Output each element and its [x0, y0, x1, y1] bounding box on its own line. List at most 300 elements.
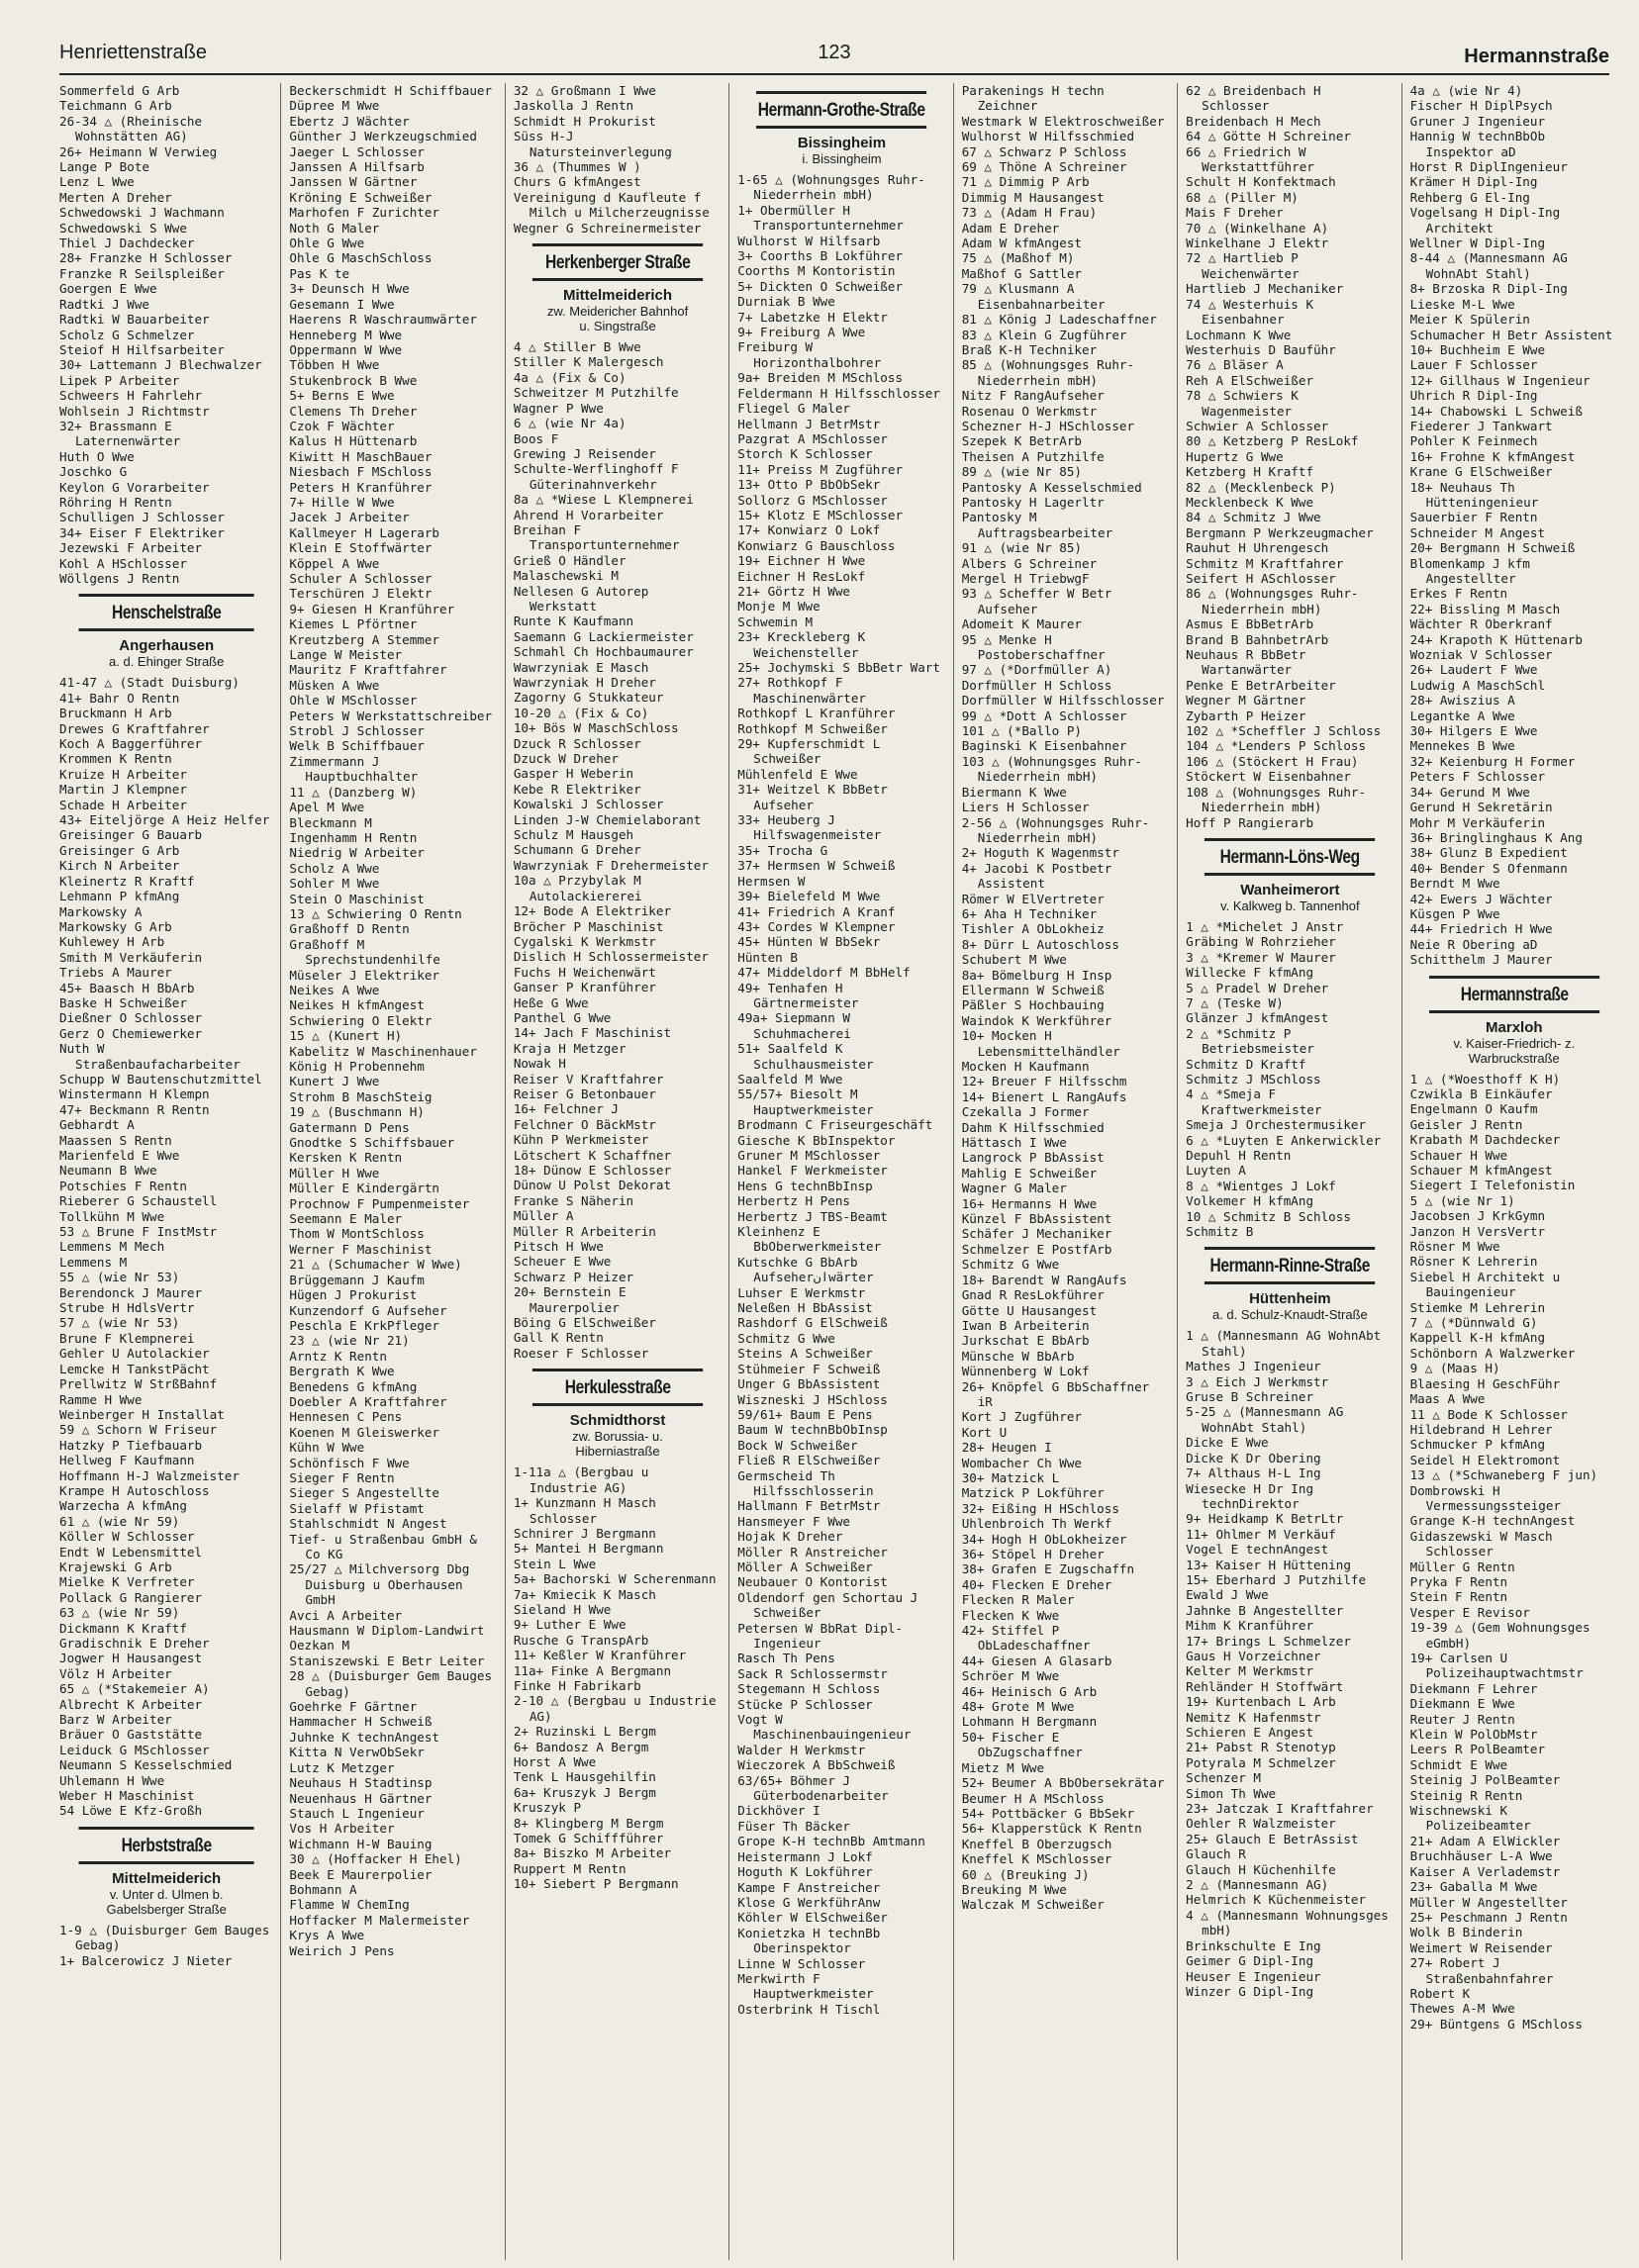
directory-entry: Mauritz F Kraftfahrer — [289, 662, 447, 678]
directory-entry: Jacobsen J KrkGymn — [1409, 1208, 1546, 1224]
directory-entry: Mietz M Wwe — [961, 1759, 1045, 1775]
directory-entry: Kühn W Wwe — [289, 1440, 365, 1456]
directory-entry: Dünow U Polst Dekorat — [513, 1178, 672, 1193]
directory-entry: Teichmann G Arb — [59, 98, 172, 114]
directory-entry: 8-44 △ (Mannesmann AG WohnAbt Stahl) — [1409, 250, 1568, 281]
directory-entry: 8a+ Biszko M Arbeiter — [513, 1845, 672, 1861]
directory-entry: Sack R Schlossermstr — [737, 1665, 888, 1681]
directory-entry: Niesbach F MSchloss — [289, 464, 433, 480]
directory-entry: 74 △ Westerhuis K Eisenbahner — [1186, 296, 1314, 328]
directory-entry: Ahrend H Vorarbeiter — [513, 507, 664, 522]
directory-entry: Peschla E KrkPfleger — [289, 1317, 440, 1333]
directory-entry: Schwier A Schlosser — [1186, 418, 1329, 433]
directory-entry: Avci A Arbeiter — [289, 1607, 403, 1623]
directory-entry: Röhring H Rentn — [59, 494, 172, 510]
directory-entry: Brand B BahnbetrArb — [1186, 631, 1329, 647]
directory-entry: Haerens R Waschraumwärter — [289, 312, 477, 328]
directory-entry: Schubert M Wwe — [961, 952, 1067, 968]
directory-entry: Meier K Spülerin — [1409, 312, 1530, 328]
directory-entry: 27+ Rothkopf F Maschinenwärter — [737, 675, 866, 706]
directory-entry: Willecke F kfmAng — [1186, 965, 1314, 981]
directory-entry: Tomek G Schiffführer — [513, 1831, 664, 1846]
directory-entry: Giesche K BbInspektor — [737, 1132, 896, 1148]
directory-entry: Reh A ElSchweißer — [1186, 372, 1314, 388]
directory-entry: Thom W MontSchloss — [289, 1226, 425, 1242]
directory-entry: Stauch L Ingenieur — [289, 1805, 425, 1821]
directory-entry: Sommerfeld G Arb — [59, 83, 180, 98]
directory-entry: Müller E Kindergärtn — [289, 1181, 440, 1196]
directory-entry: Baum W technBbObInsp — [737, 1422, 888, 1438]
directory-entry: 6+ Bandosz A Bergm — [513, 1739, 649, 1754]
directory-entry: Martin J Klempner — [59, 782, 187, 798]
directory-entry: Ramme H Wwe — [59, 1391, 143, 1407]
directory-entry: 1-65 △ (Wohnungsges Ruhr-Niederrhein mbH) — [737, 172, 925, 203]
directory-entry: 11 △ Bode K Schlosser — [1409, 1406, 1568, 1422]
directory-entry: Beckerschmidt H Schiffbauer — [289, 83, 493, 98]
directory-entry: Theisen A Putzhilfe — [961, 448, 1105, 464]
directory-entry: 14+ Chabowski L Schweiß — [1409, 403, 1583, 419]
directory-entry: Kirch N Arbeiter — [59, 858, 180, 874]
column-6 — [1177, 83, 1397, 2260]
directory-entry: Kröning E Schweißer — [289, 189, 433, 205]
directory-entry: Tollkühn M Wwe — [59, 1208, 165, 1224]
directory-entry: Wischnewski K Polizeibeamter — [1409, 1803, 1531, 1834]
directory-entry: Kort J Zugführer — [961, 1409, 1083, 1425]
directory-entry: Schönborn A Walzwerker — [1409, 1345, 1576, 1361]
directory-entry: Hellweg F Kaufmann — [59, 1453, 195, 1468]
directory-entry: 59 △ Schorn W Friseur — [59, 1422, 218, 1438]
directory-entry: 9 △ (Maas H) — [1409, 1361, 1500, 1376]
directory-entry: 7+ Labetzke H Elektr — [737, 309, 888, 325]
district-name: Mittelmeiderich — [563, 287, 673, 305]
directory-entry: 67 △ Schwarz P Schloss — [961, 143, 1127, 159]
directory-entry: Hellmann J BetrMstr — [737, 416, 881, 431]
directory-entry: Brüggemann J Kaufm — [289, 1272, 425, 1287]
directory-entry: Bock W Schweißer — [737, 1437, 858, 1453]
directory-entry: Grewing J Reisender — [513, 445, 656, 461]
directory-entry: 23 △ (wie Nr 21) — [289, 1333, 410, 1349]
directory-entry: Coorths M Kontoristin — [737, 263, 896, 279]
directory-entry: 86 △ (Wohnungsges Ruhr-Niederrhein mbH) — [1186, 586, 1359, 616]
directory-entry: 43+ Cordes W Klempner — [737, 918, 896, 934]
street-title: Herbststraße — [78, 1827, 253, 1864]
directory-entry: Nitz F RangAufseher — [961, 388, 1105, 404]
directory-entry: 49+ Tenhafen H Gärtnermeister — [737, 980, 859, 1010]
directory-entry: 28+ Awiszius A — [1409, 693, 1515, 709]
directory-entry: Schmidt H Prokurist — [513, 113, 656, 129]
directory-entry: Jogwer H Hausangest — [59, 1651, 203, 1666]
street-title: Herkulesstraße — [532, 1369, 704, 1406]
directory-entry: Krane G ElSchweißer — [1409, 464, 1553, 480]
directory-entry: Schupp W Bautenschutzmittel — [59, 1071, 262, 1087]
directory-entry: Gall K Rentn — [513, 1330, 604, 1346]
directory-entry: Matzick P Lokführer — [961, 1485, 1105, 1501]
directory-entry: 1 △ (Mannesmann AG WohnAbt Stahl) — [1186, 1328, 1382, 1359]
directory-entry: 9+ Giesen H Kranführer — [289, 601, 455, 616]
street-title: Henschelstraße — [78, 594, 253, 631]
directory-entry: Künzel F BbAssistent — [961, 1211, 1112, 1227]
directory-entry: 7 △ (Teske W) — [1186, 994, 1284, 1010]
directory-entry: Flamme W ChemIng — [289, 1897, 410, 1913]
directory-entry: Baginski K Eisenbahner — [961, 738, 1127, 754]
directory-entry: Rösner K Lehrerin — [1409, 1254, 1538, 1270]
directory-entry: 36 △ (Thummes W ) — [513, 159, 641, 175]
directory-entry: Möller R Anstreicher — [737, 1544, 888, 1559]
directory-entry: Drewes G Kraftfahrer — [59, 720, 210, 736]
directory-entry: Neie R Obering aD — [1409, 936, 1538, 952]
directory-entry: 9a+ Breiden M MSchloss — [737, 370, 904, 386]
directory-entry: 59/61+ Baum E Pens — [737, 1406, 873, 1422]
directory-entry: Ingenhamm H Rentn — [289, 829, 418, 845]
directory-entry: 4+ Jacobi K Postbetr Assistent — [961, 860, 1112, 892]
directory-entry: Oehler R Walzmeister — [1186, 1816, 1336, 1832]
directory-entry: Jurkschat E BbArb — [961, 1333, 1090, 1349]
directory-entry: 5+ Dickten O Schweißer — [737, 278, 904, 294]
directory-entry: Römer W ElVertreter — [961, 891, 1105, 906]
directory-entry: Finke H Fabrikarb — [513, 1677, 641, 1693]
column-1 — [57, 83, 276, 2260]
directory-entry: Süss H-J Natursteinverlegung — [513, 129, 672, 159]
directory-entry: 38+ Grafen E Zugschaffn — [961, 1561, 1135, 1577]
directory-entry: Neuenhaus H Gärtner — [289, 1790, 433, 1806]
directory-entry: Radtki W Bauarbeiter — [59, 312, 210, 328]
directory-entry: Mennekes B Wwe — [1409, 738, 1515, 754]
directory-entry: 41+ Friedrich A Kranf — [737, 903, 896, 919]
directory-entry: Siebel H Architekt u Bauingenieur — [1409, 1269, 1561, 1300]
directory-entry: 8+ Dürr L Autoschloss — [961, 936, 1119, 952]
district-name: Schmidthorst — [569, 1412, 666, 1430]
directory-entry: Konwiarz G Bauschloss — [737, 537, 896, 553]
directory-entry: Zimmermann J Hauptbuchhalter — [289, 753, 419, 785]
directory-entry: 9+ Heidkamp K BetrLtr — [1186, 1511, 1344, 1527]
directory-entry: Blaesing H GeschFühr — [1409, 1375, 1561, 1391]
directory-entry: Schäfer J Mechaniker — [961, 1226, 1112, 1242]
directory-entry: Mergel H TriebwgF — [961, 571, 1090, 586]
directory-entry: 23+ Gaballa M Wwe — [1409, 1879, 1538, 1895]
directory-entry: 64 △ Götte H Schreiner — [1186, 129, 1351, 144]
directory-entry: Brinkschulte E Ing — [1186, 1937, 1321, 1953]
directory-entry: 7+ Althaus H-L Ing — [1186, 1465, 1321, 1481]
directory-entry: 26+ Knöpfel G BbSchaffner iR — [961, 1378, 1150, 1409]
directory-entry: Maßhof G Sattler — [961, 265, 1083, 281]
directory-entry: 49a+ Siepmann W Schuhmacherei — [737, 1010, 851, 1041]
directory-entry: Czwikla B Einkäufer — [1409, 1086, 1553, 1101]
column-5 — [953, 83, 1173, 2260]
directory-entry: Krommen K Rentn — [59, 751, 172, 767]
directory-entry: 16+ Hermanns H Wwe — [961, 1195, 1098, 1211]
directory-entry: Steinig R Rentn — [1409, 1787, 1523, 1803]
directory-entry: Schmitz D Kraftf — [1186, 1056, 1306, 1072]
directory-entry: 1 △ (*Woesthoff K H) — [1409, 1071, 1561, 1087]
directory-entry: Köhler W ElSchweißer — [737, 1910, 888, 1926]
directory-entry: Gnad R ResLokführer — [961, 1287, 1105, 1303]
directory-entry: 97 △ (*Dorfmüller A) — [961, 662, 1112, 678]
directory-entry: Barz W Arbeiter — [59, 1712, 172, 1728]
directory-entry: 11 △ (Danzberg W) — [289, 784, 418, 800]
street-title: Hermann-Löns-Weg — [1205, 838, 1376, 876]
directory-entry: Vogt W Maschinenbauingenieur — [737, 1712, 912, 1743]
directory-entry: 1+ Balcerowicz J Nieter — [59, 1952, 233, 1968]
page-header — [59, 40, 1609, 75]
directory-entry: Ebertz J Wächter — [289, 113, 410, 129]
directory-entry: 38+ Glunz B Expedient — [1409, 845, 1568, 861]
directory-entry: Markowsky G Arb — [59, 918, 172, 934]
directory-entry: 21+ Görtz H Wwe — [737, 583, 850, 599]
directory-entry: Gebhardt A — [59, 1117, 135, 1133]
directory-entry: Stiller K Malergesch — [513, 354, 664, 370]
directory-entry: Gesemann I Wwe — [289, 296, 395, 312]
directory-entry: Wichmann H-W Bauing — [289, 1836, 433, 1851]
directory-entry: Clemens Th Dreher — [289, 403, 418, 419]
directory-entry: 89 △ (wie Nr 85) — [961, 464, 1083, 480]
directory-entry: Staniszewski E Betr Leiter — [289, 1653, 485, 1668]
directory-entry: Cygalski K Werkmstr — [513, 933, 656, 949]
directory-entry: Winzer G Dipl-Ing — [1186, 1983, 1314, 1999]
street-title: Hermannstraße — [1429, 976, 1600, 1013]
directory-entry: 104 △ *Lenders P Schloss — [1186, 738, 1367, 754]
directory-entry: 1-9 △ (Duisburger Gem Bauges Gebag) — [59, 1922, 270, 1953]
directory-entry: Winstermann H Klempn — [59, 1087, 210, 1102]
directory-entry: Mohr M Verkäuferin — [1409, 814, 1546, 830]
directory-entry: 18+ Dünow E Schlosser — [513, 1163, 672, 1178]
directory-entry: Dombrowski H Vermessungssteiger — [1409, 1482, 1562, 1513]
directory-entry: Kunzendorf G Aufseher — [289, 1302, 447, 1318]
directory-entry: Runte K Kaufmann — [513, 614, 634, 629]
directory-entry: 35+ Trocha G — [737, 842, 828, 858]
directory-entry: Köppel A Wwe — [289, 555, 380, 571]
directory-entry: 13 △ Schwiering O Rentn — [289, 905, 462, 921]
directory-entry: 25+ Glauch E BetrAssist — [1186, 1831, 1359, 1846]
directory-entry: 33+ Heuberg J Hilfswagenmeister — [737, 812, 882, 843]
directory-entry: Gnodtke S Schiffsbauer — [289, 1135, 455, 1151]
district-name: Wanheimerort — [1240, 881, 1340, 898]
directory-entry: Kraja H Metzger — [513, 1040, 627, 1056]
directory-entry: 6a+ Kruszyk J Bergm — [513, 1784, 656, 1800]
directory-entry: Wulhorst W Hilfsschmied — [961, 129, 1135, 144]
directory-entry: Kruize H Arbeiter — [59, 766, 187, 782]
directory-entry: Gidaszewski W Masch Schlosser — [1409, 1528, 1553, 1559]
directory-entry: Markowsky A — [59, 903, 143, 919]
directory-entry: 8+ Brzoska R Dipl-Ing — [1409, 281, 1568, 297]
directory-entry: Helmrich K Küchenmeister — [1186, 1892, 1367, 1908]
directory-entry: 47+ Middeldorf M BbHelf — [737, 965, 911, 981]
directory-entry: Huth O Wwe — [59, 448, 135, 464]
directory-entry: Roeser F Schlosser — [513, 1345, 649, 1361]
directory-entry: Krys A Wwe — [289, 1928, 365, 1943]
directory-entry: 30+ Matzick L — [961, 1469, 1060, 1485]
directory-entry: Doebler A Kraftfahrer — [289, 1393, 447, 1409]
street-extent: v. Kaiser-Friedrich- z. — [1453, 1035, 1576, 1051]
directory-entry: Vos H Arbeiter — [289, 1821, 395, 1837]
directory-columns — [57, 83, 1621, 2260]
directory-entry: Merkwirth F Hauptwerkmeister — [737, 1970, 874, 2002]
directory-entry: 4 △ *Smeja F Kraftwerkmeister — [1186, 1087, 1322, 1117]
directory-entry: Gehler U Autolackier — [59, 1346, 210, 1362]
directory-entry: Wawrzyniak F Drehermeister — [513, 857, 709, 873]
directory-entry: Juhnke K technAngest — [289, 1729, 440, 1745]
directory-entry: Oppermann W Wwe — [289, 341, 403, 357]
directory-entry: 21+ Pabst R Stenotyp — [1186, 1740, 1336, 1755]
directory-entry: 12+ Breuer F Hilfsschm — [961, 1074, 1127, 1089]
directory-entry: Ohle G Wwe — [289, 236, 365, 251]
directory-entry: Nemitz K Hafenmstr — [1186, 1709, 1321, 1725]
directory-entry: Jaskolla J Rentn — [513, 98, 634, 114]
directory-entry: Flecken K Wwe — [961, 1607, 1060, 1623]
directory-entry: Gaus H Vorzeichner — [1186, 1648, 1321, 1663]
directory-entry: Breidenbach H Mech — [1186, 113, 1321, 129]
directory-entry: 36+ Bringlinghaus K Ang — [1409, 829, 1583, 845]
directory-entry: Geimer G Dipl-Ing — [1186, 1953, 1314, 1969]
directory-entry: 52+ Beumer A BbObersekrätar — [961, 1775, 1165, 1791]
directory-entry: Bröcher P Maschinist — [513, 918, 664, 934]
directory-entry: Sieger S Angestellte — [289, 1485, 440, 1501]
directory-entry: Bräuer O Gaststätte — [59, 1727, 203, 1743]
directory-entry: 5a+ Bachorski W Scherenmann — [513, 1571, 717, 1587]
header-right-street: Hermannstraße — [1464, 46, 1609, 67]
directory-entry: Felchner O BäckMstr — [513, 1116, 656, 1132]
directory-entry: Scholz G Schmelzer — [59, 327, 195, 342]
directory-entry: Sieger F Rentn — [289, 1469, 395, 1485]
directory-entry: Krajewski G Arb — [59, 1559, 172, 1574]
directory-entry: Hojak K Dreher — [737, 1529, 843, 1545]
directory-entry: 4 △ Stiller B Wwe — [513, 339, 641, 355]
directory-entry: Wozniak V Schlosser — [1409, 647, 1553, 663]
street-extent: Hiberniastraße — [575, 1444, 660, 1460]
directory-entry: Hannig W technBbOb Inspektor aD — [1409, 129, 1546, 159]
directory-entry: Fiederer J Tankwart — [1409, 418, 1553, 433]
directory-entry: Wombacher Ch Wwe — [961, 1455, 1083, 1470]
directory-entry: 14+ Jach F Maschinist — [513, 1025, 672, 1041]
directory-entry: Steiof H Hilfsarbeiter — [59, 341, 225, 357]
directory-entry: Klein W PolObMstr — [1409, 1727, 1538, 1743]
directory-entry: Dahm K Hilfsschmied — [961, 1119, 1105, 1135]
directory-entry: 25+ Jochymski S BbBetr Wart — [737, 660, 940, 675]
directory-entry: Schult H Konfektmach — [1186, 174, 1336, 190]
directory-entry: Scholz A Wwe — [289, 860, 380, 876]
directory-entry: 10a △ Przybylak M Autolackiererei — [513, 873, 642, 903]
directory-entry: Freiburg W Horizonthalbohrer — [737, 339, 882, 370]
directory-entry: Weinberger H Installat — [59, 1406, 225, 1422]
directory-entry: Schmucker P kfmAng — [1409, 1437, 1546, 1453]
directory-entry: Schmidt E Wwe — [1409, 1756, 1508, 1772]
directory-entry: Kühn P Werkmeister — [513, 1132, 649, 1148]
street-heading-block — [59, 1827, 273, 1917]
directory-entry: Schieren E Angest — [1186, 1725, 1314, 1740]
directory-entry: 32+ Eißing H HSchloss — [961, 1500, 1119, 1516]
directory-entry: Schauer H Wwe — [1409, 1147, 1508, 1163]
directory-entry: Schröer M Wwe — [961, 1668, 1060, 1684]
directory-entry: Kruszyk P — [513, 1800, 582, 1816]
directory-entry: Strohm B MaschSteig — [289, 1088, 433, 1104]
directory-entry: Warzecha A kfmAng — [59, 1498, 187, 1514]
directory-entry: Benedens G kfmAng — [289, 1378, 418, 1394]
directory-entry: Pazgrat A MSchlosser — [737, 430, 888, 446]
directory-entry: Smeja J Orchestermusiker — [1186, 1117, 1367, 1133]
directory-entry: Heße G Wwe — [513, 994, 589, 1010]
directory-entry: Niedrig W Arbeiter — [289, 845, 425, 861]
directory-entry: Müller G Rentn — [1409, 1559, 1515, 1574]
directory-entry: 3 △ *Kremer W Maurer — [1186, 949, 1336, 965]
directory-entry: Wawrzyniak E Masch — [513, 659, 649, 675]
directory-entry: 16+ Felchner J — [513, 1101, 619, 1117]
directory-entry: 21 △ (Schumacher W Wwe) — [289, 1257, 462, 1273]
directory-entry: Arntz K Rentn — [289, 1348, 387, 1364]
directory-entry: 15 △ (Kunert H) — [289, 1028, 403, 1044]
directory-entry: 68 △ (Piller M) — [1186, 189, 1299, 205]
directory-entry: Fließ R ElSchweißer — [737, 1453, 881, 1468]
directory-entry: 20+ Bergmann H Schweiß — [1409, 540, 1576, 556]
directory-entry: Volkemer H kfmAng — [1186, 1193, 1314, 1209]
directory-entry: Waindok K Werkführer — [961, 1012, 1112, 1028]
directory-entry: Oezkan M — [289, 1638, 350, 1654]
directory-entry: Kneffel B Oberzugsch — [961, 1836, 1112, 1851]
directory-entry: Hammacher H Schweiß — [289, 1714, 433, 1730]
directory-entry: 41+ Bahr O Rentn — [59, 690, 180, 706]
directory-entry: Peters W Werkstattschreiber — [289, 708, 493, 723]
directory-entry: Erkes F Rentn — [1409, 586, 1508, 602]
directory-entry: Wünnenberg W Lokf — [961, 1364, 1090, 1379]
directory-entry: Westmark W Elektroschweißer — [961, 113, 1165, 129]
directory-entry: Münsche W BbArb — [961, 1348, 1075, 1364]
street-heading-block — [737, 91, 945, 166]
directory-entry: Müller H Wwe — [289, 1165, 380, 1181]
directory-entry: Strube H HdlsVertr — [59, 1300, 195, 1316]
directory-entry: 2+ Hoguth K Wagenmstr — [961, 845, 1119, 861]
directory-entry: Ohle G MaschSchloss — [289, 250, 433, 266]
directory-entry: Götte U Hausangest — [961, 1302, 1098, 1318]
column-7 — [1401, 83, 1621, 2260]
directory-entry: Reiser V Kraftfahrer — [513, 1071, 664, 1087]
directory-entry: Fuchs H Weichenwärt — [513, 964, 656, 980]
directory-entry: Schmelzer E PostfArb — [961, 1241, 1112, 1257]
directory-entry: 22+ Bissling M Masch — [1409, 601, 1561, 616]
directory-entry: Seidel H Elektromont — [1409, 1452, 1561, 1467]
district-name: Hüttenheim — [1249, 1290, 1331, 1308]
directory-entry: Potschies F Rentn — [59, 1178, 187, 1193]
directory-entry: 83 △ Klein G Zugführer — [961, 327, 1127, 342]
directory-entry: 5 △ (wie Nr 1) — [1409, 1192, 1515, 1208]
directory-entry: Vogelsang H Dipl-Ing Architekt — [1409, 205, 1561, 236]
directory-entry: Zybarth P Heizer — [1186, 708, 1306, 723]
directory-entry: 16+ Frohne K kfmAngest — [1409, 448, 1576, 464]
directory-entry: 25+ Peschmann J Rentn — [1409, 1909, 1568, 1925]
directory-entry: 54+ Pottbäcker G BbSekr — [961, 1805, 1135, 1821]
directory-entry: Schmitz G Wwe — [961, 1257, 1060, 1273]
directory-entry: 37+ Hermsen W Schweiß — [737, 858, 896, 874]
directory-entry: Herbertz H Pens — [737, 1193, 850, 1209]
column-3 — [505, 83, 724, 2260]
directory-entry: Diekmann F Lehrer — [1409, 1680, 1538, 1696]
directory-entry: Churs G kfmAngest — [513, 174, 641, 190]
directory-entry: Többen H Wwe — [289, 357, 380, 373]
directory-entry: Petersen W BbRat Dipl-Ingenieur — [737, 1620, 904, 1651]
directory-entry: Kitta N VerwObSekr — [289, 1745, 425, 1760]
directory-entry: 10+ Siebert P Bergmann — [513, 1876, 679, 1892]
directory-entry: Pollack G Rangierer — [59, 1589, 203, 1605]
directory-entry: 101 △ (*Ballo P) — [961, 723, 1083, 739]
directory-entry: Kneffel K MSchlosser — [961, 1851, 1112, 1867]
directory-entry: 10+ Buchheim E Wwe — [1409, 341, 1546, 357]
directory-entry: Schwedowski S Wwe — [59, 220, 187, 236]
directory-entry: Malaschewski M — [513, 568, 619, 584]
directory-entry: Berendonck J Maurer — [59, 1284, 203, 1300]
directory-entry: Müller W Angestellter — [1409, 1894, 1568, 1910]
directory-entry: 29+ Kupferschmidt L Schweißer — [737, 736, 881, 767]
directory-entry: 32 △ Großmann I Wwe — [513, 83, 656, 98]
directory-entry: Braß K-H Techniker — [961, 341, 1098, 357]
directory-entry: Lenz L Wwe — [59, 174, 135, 190]
directory-entry: Steinig J PolBeamter — [1409, 1772, 1561, 1788]
